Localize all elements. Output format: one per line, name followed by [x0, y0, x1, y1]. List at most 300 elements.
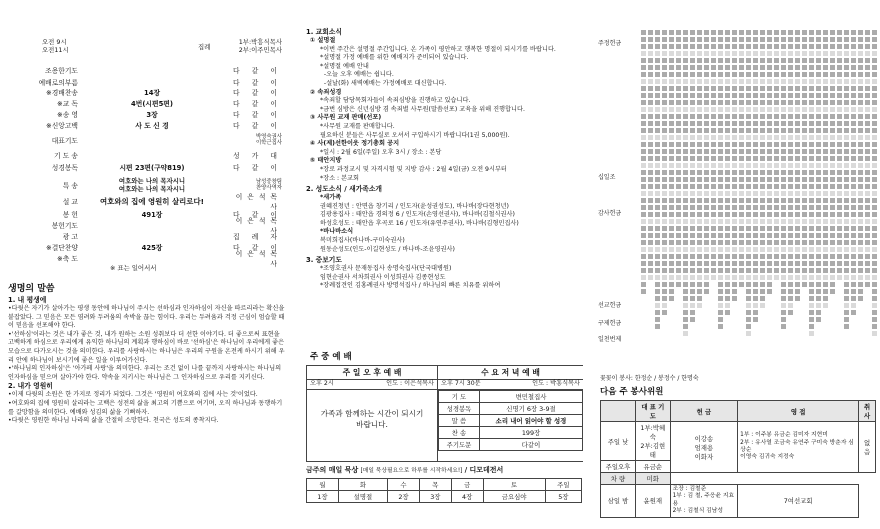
name-glyph-mark — [648, 51, 653, 56]
name-glyph-mark — [746, 212, 751, 217]
name-glyph-mark — [676, 205, 681, 210]
name-glyph-mark — [837, 93, 842, 98]
name-glyph-mark — [690, 289, 695, 294]
day-chapter: 5장 — [545, 491, 581, 503]
name-glyph-mark — [697, 184, 702, 189]
name-glyph-mark — [669, 247, 674, 252]
name-glyph-mark — [662, 240, 667, 245]
name-glyph-mark — [816, 317, 821, 322]
name-glyph-mark — [683, 58, 688, 63]
sermon-paragraph: •다윗은 영원한 하나님 나라의 삶을 간절히 소망한다. 천국은 성도의 종착지다. — [8, 417, 219, 425]
name-glyph-mark — [858, 289, 863, 294]
news-line: 필요하신 분들은 사무실로 오셔서 구입하시기 바랍니다(1권 5,000원). — [320, 131, 510, 139]
name-glyph-mark — [872, 205, 877, 210]
name-glyph-mark — [767, 170, 772, 175]
name-glyph-mark — [690, 212, 695, 217]
name-column — [732, 30, 738, 355]
name-glyph-mark — [704, 226, 709, 231]
name-glyph-mark — [725, 170, 730, 175]
name-glyph-mark — [858, 86, 863, 91]
name-glyph-mark — [718, 219, 723, 224]
name-glyph-mark — [725, 240, 730, 245]
name-glyph-mark — [641, 79, 646, 84]
name-glyph-mark — [683, 163, 688, 168]
name-glyph-mark — [844, 226, 849, 231]
name-glyph-mark — [767, 121, 772, 126]
name-glyph-mark — [816, 240, 821, 245]
name-glyph-mark — [795, 184, 800, 189]
name-glyph-mark — [655, 254, 660, 259]
name-glyph-mark — [648, 128, 653, 133]
day-header: 주일 — [545, 479, 581, 491]
name-glyph-mark — [725, 156, 730, 161]
name-glyph-mark — [669, 114, 674, 119]
name-glyph-mark — [823, 296, 828, 301]
name-glyph-mark — [683, 303, 688, 308]
name-column — [676, 30, 682, 355]
order-row — [14, 98, 282, 108]
name-glyph-mark — [669, 149, 674, 154]
name-glyph-mark — [648, 254, 653, 259]
name-glyph-mark — [662, 37, 667, 42]
name-glyph-mark — [718, 275, 723, 280]
name-glyph-mark — [872, 170, 877, 175]
name-glyph-mark — [690, 79, 695, 84]
name-glyph-mark — [802, 170, 807, 175]
barnabas-line: 복미희집사(바나바-구미숙권사) — [320, 237, 405, 245]
name-glyph-mark — [788, 289, 793, 294]
name-glyph-mark — [809, 44, 814, 49]
name-glyph-mark — [788, 296, 793, 301]
name-glyph-mark — [788, 114, 793, 119]
name-glyph-mark — [830, 51, 835, 56]
offering-names-grid — [632, 30, 878, 355]
day-header: 수 — [388, 479, 420, 491]
name-glyph-mark — [746, 198, 751, 203]
name-glyph-mark — [809, 184, 814, 189]
name-glyph-mark — [725, 128, 730, 133]
name-glyph-mark — [746, 107, 751, 112]
servants-table — [600, 400, 876, 518]
name-glyph-mark — [753, 149, 758, 154]
name-glyph-mark — [690, 261, 695, 266]
name-glyph-mark — [844, 205, 849, 210]
name-glyph-mark — [753, 156, 758, 161]
name-glyph-mark — [809, 156, 814, 161]
name-glyph-mark — [844, 233, 849, 238]
name-glyph-mark — [781, 324, 786, 329]
name-glyph-mark — [669, 170, 674, 175]
name-glyph-mark — [767, 191, 772, 196]
table-header: 헌 금 — [670, 401, 738, 422]
name-glyph-mark — [865, 184, 870, 189]
name-glyph-mark — [816, 163, 821, 168]
name-glyph-mark — [781, 296, 786, 301]
name-glyph-mark — [746, 135, 751, 140]
name-glyph-mark — [655, 37, 660, 42]
name-glyph-mark — [809, 142, 814, 147]
name-glyph-mark — [774, 233, 779, 238]
name-glyph-mark — [676, 51, 681, 56]
name-glyph-mark — [809, 121, 814, 126]
name-glyph-mark — [823, 72, 828, 77]
name-glyph-mark — [641, 37, 646, 42]
name-glyph-mark — [662, 30, 667, 35]
name-glyph-mark — [648, 219, 653, 224]
name-glyph-mark — [858, 163, 863, 168]
name-glyph-mark — [753, 205, 758, 210]
name-glyph-mark — [732, 37, 737, 42]
name-glyph-mark — [669, 240, 674, 245]
name-glyph-mark — [851, 149, 856, 154]
name-glyph-mark — [662, 163, 667, 168]
name-glyph-mark — [697, 135, 702, 140]
name-glyph-mark — [683, 233, 688, 238]
name-glyph-mark — [641, 289, 646, 294]
name-glyph-mark — [746, 254, 751, 259]
name-glyph-mark — [690, 142, 695, 147]
name-glyph-mark — [802, 282, 807, 287]
name-glyph-mark — [781, 107, 786, 112]
name-glyph-mark — [851, 268, 856, 273]
name-glyph-mark — [837, 114, 842, 119]
name-glyph-mark — [732, 58, 737, 63]
name-glyph-mark — [704, 212, 709, 217]
name-glyph-mark — [774, 44, 779, 49]
name-glyph-mark — [844, 128, 849, 133]
name-glyph-mark — [753, 163, 758, 168]
name-glyph-mark — [872, 247, 877, 252]
name-glyph-mark — [774, 191, 779, 196]
name-glyph-mark — [851, 156, 856, 161]
name-column — [802, 30, 808, 355]
name-glyph-mark — [774, 170, 779, 175]
name-glyph-mark — [851, 233, 856, 238]
name-glyph-mark — [844, 317, 849, 322]
name-glyph-mark — [844, 149, 849, 154]
name-glyph-mark — [858, 121, 863, 126]
name-glyph-mark — [760, 58, 765, 63]
name-glyph-mark — [711, 86, 716, 91]
name-glyph-mark — [802, 198, 807, 203]
name-glyph-mark — [809, 275, 814, 280]
name-glyph-mark — [809, 233, 814, 238]
name-glyph-mark — [739, 121, 744, 126]
name-glyph-mark — [697, 282, 702, 287]
name-glyph-mark — [641, 121, 646, 126]
name-glyph-mark — [788, 226, 793, 231]
name-glyph-mark — [662, 310, 667, 315]
name-glyph-mark — [641, 191, 646, 196]
order-content: 사 도 신 경 — [135, 122, 169, 130]
name-glyph-mark — [851, 163, 856, 168]
name-glyph-mark — [655, 149, 660, 154]
name-glyph-mark — [725, 261, 730, 266]
name-column — [641, 30, 647, 355]
name-glyph-mark — [725, 247, 730, 252]
name-glyph-mark — [767, 44, 772, 49]
name-glyph-mark — [865, 170, 870, 175]
name-glyph-mark — [683, 51, 688, 56]
name-glyph-mark — [788, 65, 793, 70]
name-glyph-mark — [830, 226, 835, 231]
name-glyph-mark — [851, 184, 856, 189]
name-glyph-mark — [669, 156, 674, 161]
name-glyph-mark — [830, 149, 835, 154]
name-glyph-mark — [662, 128, 667, 133]
order-label: 대표기도 — [51, 137, 78, 145]
name-glyph-mark — [802, 275, 807, 280]
offering-category-label: 구제헌금 — [598, 320, 622, 327]
name-glyph-mark — [655, 93, 660, 98]
name-glyph-mark — [816, 219, 821, 224]
table-cell: 찬 송 — [439, 426, 480, 438]
name-glyph-mark — [872, 51, 877, 56]
name-glyph-mark — [676, 100, 681, 105]
name-glyph-mark — [865, 212, 870, 217]
name-glyph-mark — [753, 30, 758, 35]
name-glyph-mark — [718, 170, 723, 175]
name-glyph-mark — [802, 79, 807, 84]
name-glyph-mark — [739, 142, 744, 147]
day-header: 금 — [451, 479, 483, 491]
daily-meditation-header: 금주의 매일 묵상 [매일 묵상필요으로 하루를 시작하세요!] / 디모데전서 — [306, 466, 504, 474]
name-glyph-mark — [781, 51, 786, 56]
flower-note: 꽃꽂이 봉사: 한정순 / 봉정수 / 한명숙 — [600, 375, 699, 382]
name-glyph-mark — [823, 177, 828, 182]
name-glyph-mark — [830, 30, 835, 35]
name-glyph-mark — [830, 128, 835, 133]
table-row — [601, 422, 876, 461]
name-glyph-mark — [844, 303, 849, 308]
name-glyph-mark — [704, 156, 709, 161]
name-glyph-mark — [655, 240, 660, 245]
offering-category-label: 주정헌금 — [598, 40, 622, 47]
name-glyph-mark — [648, 86, 653, 91]
name-glyph-mark — [753, 289, 758, 294]
name-glyph-mark — [725, 254, 730, 259]
name-glyph-mark — [816, 310, 821, 315]
name-glyph-mark — [662, 184, 667, 189]
news-line: -설날(화) 새벽예배는 가정예배로 대신합니다. — [320, 79, 447, 87]
name-glyph-mark — [844, 93, 849, 98]
name-glyph-mark — [690, 310, 695, 315]
name-glyph-mark — [683, 254, 688, 259]
officiant-label: 집례 — [198, 43, 211, 51]
table-cell: 말 씀 — [439, 414, 480, 426]
day-chapter: 설명절 — [338, 491, 387, 503]
name-glyph-mark — [718, 149, 723, 154]
name-glyph-mark — [837, 170, 842, 175]
name-glyph-mark — [704, 198, 709, 203]
name-glyph-mark — [851, 289, 856, 294]
name-glyph-mark — [690, 184, 695, 189]
name-glyph-mark — [781, 191, 786, 196]
name-glyph-mark — [844, 135, 849, 140]
name-glyph-mark — [809, 205, 814, 210]
order-label: ※신앙고백 — [46, 122, 78, 130]
sermon-paragraph: •'하나님의 인자하심'은 '아가페 사랑'을 의미한다. 우리는 조건 없이 나를 끝까지 사랑하시는 하나님의 인자하심을 믿으며 살아가야 한다. 약속을 지키시는 하나님은 그 인자하심으로 우리를 지키신다. — [8, 365, 282, 381]
name-glyph-mark — [697, 58, 702, 63]
name-glyph-mark — [844, 219, 849, 224]
name-glyph-mark — [739, 86, 744, 91]
name-glyph-mark — [760, 135, 765, 140]
name-glyph-mark — [655, 303, 660, 308]
name-glyph-mark — [753, 72, 758, 77]
new-family-item: 김광용집사 : 태안읍 경의정 6 / 인도자(손영선권사), 바나바(김철식권사) — [320, 211, 515, 219]
name-glyph-mark — [788, 254, 793, 259]
name-glyph-mark — [872, 100, 877, 105]
name-glyph-mark — [865, 254, 870, 259]
name-glyph-mark — [809, 107, 814, 112]
name-glyph-mark — [732, 240, 737, 245]
name-glyph-mark — [844, 212, 849, 217]
name-glyph-mark — [662, 268, 667, 273]
day-chapter: 3장 — [419, 491, 451, 503]
name-glyph-mark — [809, 30, 814, 35]
name-glyph-mark — [809, 261, 814, 266]
order-content: 425장 — [141, 244, 163, 252]
name-glyph-mark — [851, 93, 856, 98]
name-glyph-mark — [865, 275, 870, 280]
name-glyph-mark — [711, 65, 716, 70]
name-glyph-mark — [781, 65, 786, 70]
name-glyph-mark — [676, 198, 681, 203]
name-glyph-mark — [669, 191, 674, 196]
name-glyph-mark — [704, 261, 709, 266]
name-glyph-mark — [760, 163, 765, 168]
name-glyph-mark — [767, 219, 772, 224]
name-glyph-mark — [739, 275, 744, 280]
name-column — [683, 30, 689, 355]
name-glyph-mark — [851, 247, 856, 252]
name-glyph-mark — [774, 79, 779, 84]
name-glyph-mark — [802, 72, 807, 77]
name-glyph-mark — [648, 233, 653, 238]
table-row — [307, 479, 582, 491]
name-glyph-mark — [816, 79, 821, 84]
name-glyph-mark — [788, 170, 793, 175]
table-cell: 1부:박혜숙 2부:김현태 — [636, 422, 671, 461]
name-glyph-mark — [823, 135, 828, 140]
name-glyph-mark — [760, 107, 765, 112]
name-glyph-mark — [704, 177, 709, 182]
name-glyph-mark — [662, 247, 667, 252]
name-glyph-mark — [641, 198, 646, 203]
name-glyph-mark — [774, 72, 779, 77]
name-glyph-mark — [795, 30, 800, 35]
name-glyph-mark — [823, 212, 828, 217]
name-glyph-mark — [655, 191, 660, 196]
order-row — [14, 120, 282, 130]
name-glyph-mark — [823, 163, 828, 168]
name-glyph-mark — [767, 177, 772, 182]
order-label: 예배로의부름 — [38, 79, 78, 87]
name-glyph-mark — [725, 282, 730, 287]
name-glyph-mark — [816, 205, 821, 210]
name-glyph-mark — [732, 142, 737, 147]
name-glyph-mark — [865, 240, 870, 245]
name-glyph-mark — [655, 100, 660, 105]
name-glyph-mark — [746, 44, 751, 49]
name-glyph-mark — [851, 44, 856, 49]
name-glyph-mark — [683, 331, 688, 336]
name-glyph-mark — [676, 86, 681, 91]
name-glyph-mark — [844, 30, 849, 35]
name-column — [746, 30, 752, 355]
column-announcements — [300, 0, 583, 529]
name-glyph-mark — [788, 205, 793, 210]
name-glyph-mark — [795, 156, 800, 161]
name-glyph-mark — [844, 254, 849, 259]
name-glyph-mark — [725, 65, 730, 70]
name-glyph-mark — [809, 79, 814, 84]
name-glyph-mark — [746, 72, 751, 77]
name-glyph-mark — [669, 86, 674, 91]
name-glyph-mark — [655, 219, 660, 224]
name-glyph-mark — [690, 58, 695, 63]
name-glyph-mark — [725, 51, 730, 56]
name-glyph-mark — [676, 72, 681, 77]
name-glyph-mark — [746, 303, 751, 308]
name-glyph-mark — [746, 30, 751, 35]
name-glyph-mark — [851, 191, 856, 196]
name-glyph-mark — [697, 240, 702, 245]
name-glyph-mark — [788, 261, 793, 266]
name-glyph-mark — [753, 86, 758, 91]
name-glyph-mark — [802, 191, 807, 196]
name-glyph-mark — [662, 58, 667, 63]
name-glyph-mark — [725, 86, 730, 91]
name-glyph-mark — [837, 72, 842, 77]
name-glyph-mark — [872, 149, 877, 154]
name-glyph-mark — [697, 107, 702, 112]
name-glyph-mark — [753, 121, 758, 126]
name-glyph-mark — [788, 30, 793, 35]
name-glyph-mark — [662, 135, 667, 140]
news-heading: ④ 사(제)선한이웃 정기총회 공지 — [310, 140, 400, 148]
name-glyph-mark — [872, 282, 877, 287]
name-glyph-mark — [711, 121, 716, 126]
name-glyph-mark — [802, 37, 807, 42]
table-row — [439, 438, 583, 450]
name-glyph-mark — [753, 79, 758, 84]
name-glyph-mark — [704, 205, 709, 210]
name-glyph-mark — [683, 79, 688, 84]
order-row — [14, 77, 282, 87]
name-glyph-mark — [809, 289, 814, 294]
name-glyph-mark — [711, 268, 716, 273]
table-row — [439, 402, 583, 414]
name-glyph-mark — [781, 30, 786, 35]
name-glyph-mark — [830, 135, 835, 140]
name-glyph-mark — [816, 282, 821, 287]
name-glyph-mark — [732, 149, 737, 154]
offering-category-label: 일천번제 — [598, 336, 622, 343]
name-glyph-mark — [648, 205, 653, 210]
name-glyph-mark — [655, 58, 660, 63]
name-glyph-mark — [851, 310, 856, 315]
name-glyph-mark — [858, 184, 863, 189]
name-glyph-mark — [837, 44, 842, 49]
name-glyph-mark — [844, 282, 849, 287]
name-glyph-mark — [753, 275, 758, 280]
order-leader: 다 같 이 — [232, 67, 282, 75]
name-glyph-mark — [655, 30, 660, 35]
name-glyph-mark — [774, 261, 779, 266]
name-glyph-mark — [872, 331, 877, 336]
name-glyph-mark — [753, 51, 758, 56]
